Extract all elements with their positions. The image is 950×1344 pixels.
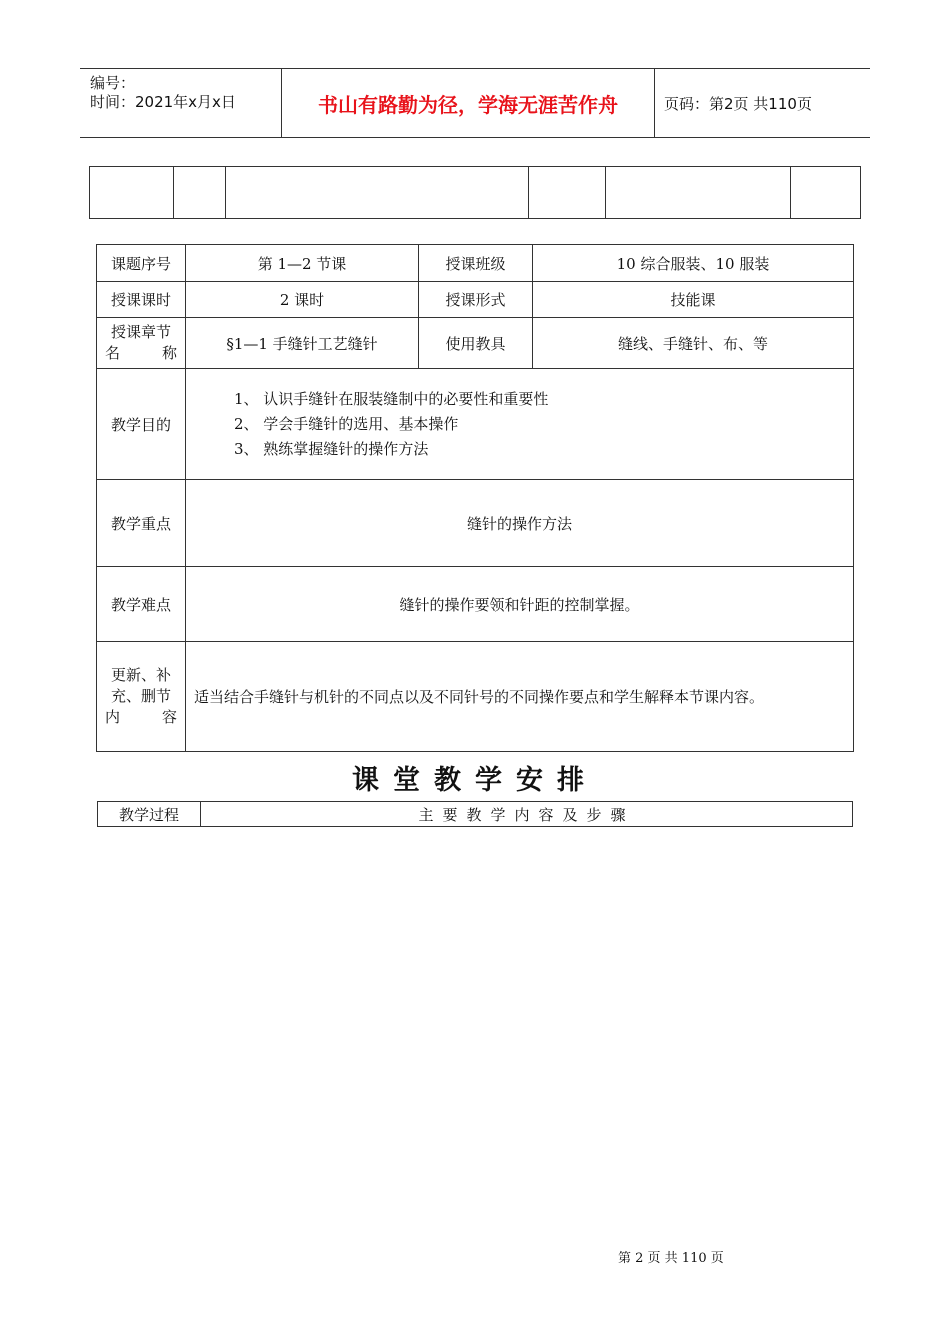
- chapter-label-line2: [105, 343, 177, 364]
- objective-item: 3、 熟练掌握缝针的操作方法: [234, 439, 429, 458]
- blank-cell: [791, 167, 861, 219]
- objective-item: 2、 学会手缝针的选用、基本操作: [234, 414, 459, 433]
- key-point-label: 教学重点: [97, 480, 186, 567]
- update-label-line3: [105, 707, 177, 728]
- page-info-text: 页码：第2页 共110页: [664, 94, 812, 113]
- process-table: [97, 801, 853, 827]
- section-title: 课堂教学安排: [352, 765, 598, 796]
- blank-cell: [606, 167, 791, 219]
- chapter-label-char-b: 称: [161, 344, 177, 362]
- blank-grid-table: [89, 166, 861, 219]
- hours-value: 2 课时: [186, 282, 419, 318]
- update-value: 适当结合手缝针与机针的不同点以及不同针号的不同操作要点和学生解释本节课内容。: [186, 642, 854, 752]
- blank-cell: [174, 167, 226, 219]
- form-label: 授课形式: [419, 282, 533, 318]
- lesson-info-table: [96, 244, 854, 752]
- header-page-info: [655, 69, 870, 137]
- difficulty-label: 教学难点: [97, 567, 186, 642]
- chapter-value: §1—1 手缝针工艺缝针: [186, 318, 419, 369]
- chapter-label: [97, 318, 186, 369]
- update-label-char-a: 内: [105, 708, 121, 726]
- update-label: [97, 642, 186, 752]
- header-motto: 书山有路勤为径，学海无涯苦作舟: [282, 69, 655, 137]
- lesson-number-label: 课题序号: [97, 245, 186, 282]
- tools-value: 缝线、手缝针、布、等: [533, 318, 854, 369]
- update-label-char-b: 容: [161, 708, 177, 726]
- update-label-line1: 更新、补: [110, 666, 171, 684]
- objective-item: 1、 认识手缝针在服装缝制中的必要性和重要性: [234, 389, 549, 408]
- form-value: 技能课: [533, 282, 854, 318]
- hours-label: 授课课时: [97, 282, 186, 318]
- class-label: 授课班级: [419, 245, 533, 282]
- process-col-label: 教学过程: [98, 802, 201, 827]
- lesson-number-value: 第 1—2 节课: [186, 245, 419, 282]
- header-meta: [80, 69, 282, 137]
- difficulty-value: 缝针的操作要领和针距的控制掌握。: [186, 567, 854, 642]
- blank-cell: [90, 167, 174, 219]
- tools-label: 使用教具: [419, 318, 533, 369]
- update-label-line2: 充、删节: [110, 687, 171, 705]
- objectives-list: [186, 369, 854, 480]
- doc-date: 时间：2021年x月x日: [90, 93, 236, 111]
- page-footer: 第 2 页 共 110 页: [618, 1251, 724, 1266]
- key-point-value: 缝针的操作方法: [186, 480, 854, 567]
- objectives-label: 教学目的: [97, 369, 186, 480]
- doc-number-label: 编号：: [90, 74, 136, 92]
- page-header: [80, 68, 870, 138]
- class-value: 10 综合服装、10 服装: [533, 245, 854, 282]
- chapter-label-line1: 授课章节: [110, 323, 171, 341]
- blank-cell: [529, 167, 606, 219]
- chapter-label-char-a: 名: [105, 344, 121, 362]
- process-content-label: 主要教学内容及步骤: [201, 802, 853, 827]
- blank-cell: [226, 167, 529, 219]
